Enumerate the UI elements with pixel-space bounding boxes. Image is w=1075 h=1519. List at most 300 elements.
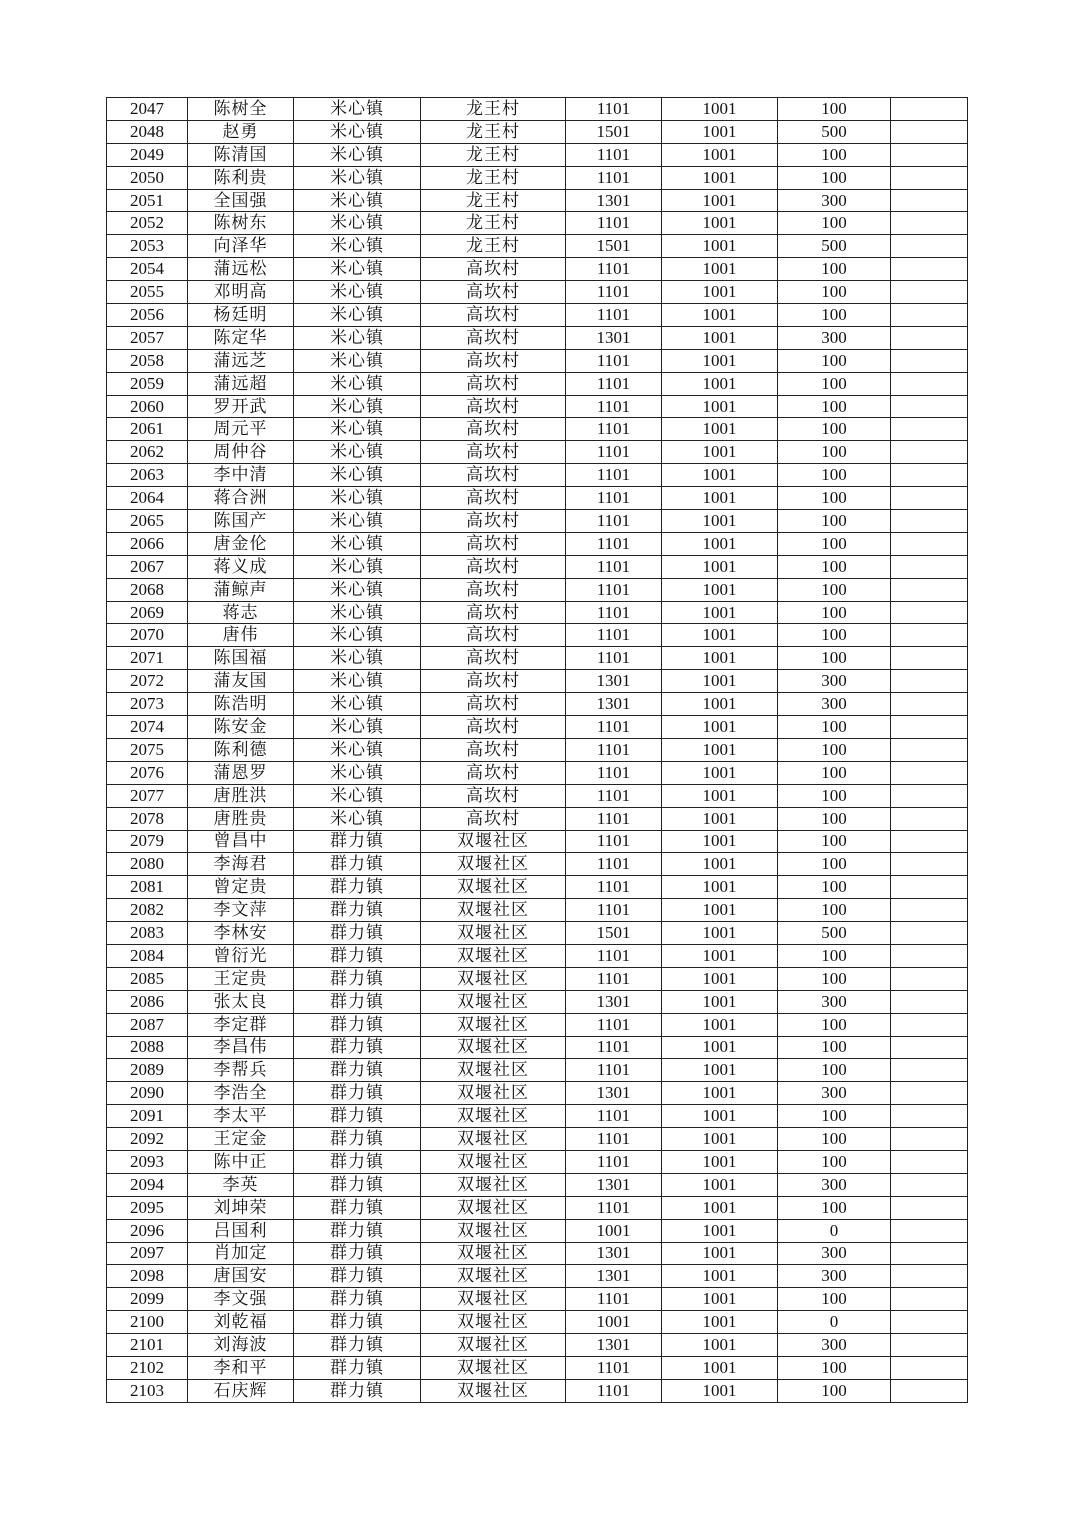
name-cell: 周仲谷 bbox=[188, 441, 294, 464]
note-cell bbox=[891, 944, 968, 967]
row-id-cell: 2067 bbox=[107, 555, 188, 578]
data-table bbox=[106, 97, 968, 1403]
code-b-cell: 1001 bbox=[662, 807, 778, 830]
row-id-cell: 2072 bbox=[107, 670, 188, 693]
town-cell: 群力镇 bbox=[294, 853, 421, 876]
row-id-cell: 2068 bbox=[107, 578, 188, 601]
name-cell: 向泽华 bbox=[188, 235, 294, 258]
amount-cell: 100 bbox=[778, 1013, 891, 1036]
code-b-cell: 1001 bbox=[662, 1105, 778, 1128]
amount-cell: 500 bbox=[778, 120, 891, 143]
table-row bbox=[107, 235, 968, 258]
code-b-cell: 1001 bbox=[662, 670, 778, 693]
town-cell: 米心镇 bbox=[294, 235, 421, 258]
table-row bbox=[107, 578, 968, 601]
table-row bbox=[107, 464, 968, 487]
code-a-cell: 1001 bbox=[566, 1219, 662, 1242]
village-cell: 龙王村 bbox=[421, 189, 566, 212]
name-cell: 蒲恩罗 bbox=[188, 761, 294, 784]
table-row bbox=[107, 876, 968, 899]
row-id-cell: 2063 bbox=[107, 464, 188, 487]
name-cell: 曾定贵 bbox=[188, 876, 294, 899]
town-cell: 群力镇 bbox=[294, 1265, 421, 1288]
amount-cell: 100 bbox=[778, 761, 891, 784]
code-b-cell: 1001 bbox=[662, 624, 778, 647]
town-cell: 米心镇 bbox=[294, 487, 421, 510]
code-b-cell: 1001 bbox=[662, 189, 778, 212]
amount-cell: 100 bbox=[778, 441, 891, 464]
amount-cell: 100 bbox=[778, 830, 891, 853]
amount-cell: 300 bbox=[778, 326, 891, 349]
code-b-cell: 1001 bbox=[662, 990, 778, 1013]
code-a-cell: 1501 bbox=[566, 922, 662, 945]
table-row bbox=[107, 258, 968, 281]
table-row bbox=[107, 1013, 968, 1036]
amount-cell: 100 bbox=[778, 464, 891, 487]
note-cell bbox=[891, 189, 968, 212]
table-row bbox=[107, 784, 968, 807]
note-cell bbox=[891, 1379, 968, 1402]
amount-cell: 500 bbox=[778, 922, 891, 945]
village-cell: 龙王村 bbox=[421, 98, 566, 121]
table-row bbox=[107, 716, 968, 739]
name-cell: 李浩全 bbox=[188, 1082, 294, 1105]
code-b-cell: 1001 bbox=[662, 967, 778, 990]
amount-cell: 100 bbox=[778, 1150, 891, 1173]
town-cell: 米心镇 bbox=[294, 738, 421, 761]
amount-cell: 100 bbox=[778, 944, 891, 967]
code-b-cell: 1001 bbox=[662, 1379, 778, 1402]
code-b-cell: 1001 bbox=[662, 1013, 778, 1036]
code-b-cell: 1001 bbox=[662, 441, 778, 464]
row-id-cell: 2078 bbox=[107, 807, 188, 830]
code-a-cell: 1101 bbox=[566, 441, 662, 464]
amount-cell: 100 bbox=[778, 487, 891, 510]
code-a-cell: 1101 bbox=[566, 372, 662, 395]
town-cell: 米心镇 bbox=[294, 395, 421, 418]
note-cell bbox=[891, 1219, 968, 1242]
village-cell: 双堰社区 bbox=[421, 1150, 566, 1173]
village-cell: 高坎村 bbox=[421, 349, 566, 372]
amount-cell: 100 bbox=[778, 281, 891, 304]
code-a-cell: 1301 bbox=[566, 1082, 662, 1105]
code-a-cell: 1101 bbox=[566, 830, 662, 853]
row-id-cell: 2098 bbox=[107, 1265, 188, 1288]
table-row bbox=[107, 1173, 968, 1196]
code-b-cell: 1001 bbox=[662, 1059, 778, 1082]
table-row bbox=[107, 761, 968, 784]
village-cell: 双堰社区 bbox=[421, 1173, 566, 1196]
town-cell: 群力镇 bbox=[294, 1128, 421, 1151]
village-cell: 双堰社区 bbox=[421, 1265, 566, 1288]
town-cell: 米心镇 bbox=[294, 555, 421, 578]
name-cell: 陈安金 bbox=[188, 716, 294, 739]
row-id-cell: 2080 bbox=[107, 853, 188, 876]
row-id-cell: 2099 bbox=[107, 1288, 188, 1311]
table-row bbox=[107, 418, 968, 441]
note-cell bbox=[891, 1036, 968, 1059]
code-a-cell: 1101 bbox=[566, 487, 662, 510]
table-row bbox=[107, 395, 968, 418]
code-a-cell: 1001 bbox=[566, 1311, 662, 1334]
town-cell: 米心镇 bbox=[294, 807, 421, 830]
village-cell: 双堰社区 bbox=[421, 899, 566, 922]
code-a-cell: 1501 bbox=[566, 120, 662, 143]
town-cell: 群力镇 bbox=[294, 967, 421, 990]
code-a-cell: 1101 bbox=[566, 349, 662, 372]
code-b-cell: 1001 bbox=[662, 784, 778, 807]
name-cell: 蒲远松 bbox=[188, 258, 294, 281]
row-id-cell: 2057 bbox=[107, 326, 188, 349]
code-b-cell: 1001 bbox=[662, 1265, 778, 1288]
note-cell bbox=[891, 853, 968, 876]
row-id-cell: 2052 bbox=[107, 212, 188, 235]
village-cell: 高坎村 bbox=[421, 624, 566, 647]
name-cell: 唐国安 bbox=[188, 1265, 294, 1288]
town-cell: 群力镇 bbox=[294, 1036, 421, 1059]
amount-cell: 300 bbox=[778, 990, 891, 1013]
table-row bbox=[107, 120, 968, 143]
table-row bbox=[107, 281, 968, 304]
note-cell bbox=[891, 601, 968, 624]
name-cell: 曾衍光 bbox=[188, 944, 294, 967]
note-cell bbox=[891, 693, 968, 716]
row-id-cell: 2069 bbox=[107, 601, 188, 624]
code-a-cell: 1101 bbox=[566, 510, 662, 533]
amount-cell: 100 bbox=[778, 532, 891, 555]
amount-cell: 100 bbox=[778, 166, 891, 189]
code-b-cell: 1001 bbox=[662, 1242, 778, 1265]
code-b-cell: 1001 bbox=[662, 258, 778, 281]
town-cell: 群力镇 bbox=[294, 1379, 421, 1402]
village-cell: 双堰社区 bbox=[421, 944, 566, 967]
row-id-cell: 2077 bbox=[107, 784, 188, 807]
town-cell: 米心镇 bbox=[294, 624, 421, 647]
name-cell: 唐胜洪 bbox=[188, 784, 294, 807]
note-cell bbox=[891, 1013, 968, 1036]
note-cell bbox=[891, 532, 968, 555]
row-id-cell: 2095 bbox=[107, 1196, 188, 1219]
code-b-cell: 1001 bbox=[662, 166, 778, 189]
code-b-cell: 1001 bbox=[662, 1196, 778, 1219]
code-a-cell: 1101 bbox=[566, 1036, 662, 1059]
row-id-cell: 2047 bbox=[107, 98, 188, 121]
town-cell: 米心镇 bbox=[294, 418, 421, 441]
name-cell: 张太良 bbox=[188, 990, 294, 1013]
town-cell: 群力镇 bbox=[294, 1219, 421, 1242]
code-a-cell: 1101 bbox=[566, 967, 662, 990]
amount-cell: 100 bbox=[778, 418, 891, 441]
note-cell bbox=[891, 98, 968, 121]
name-cell: 陈清国 bbox=[188, 143, 294, 166]
code-b-cell: 1001 bbox=[662, 578, 778, 601]
code-a-cell: 1301 bbox=[566, 1334, 662, 1357]
name-cell: 李林安 bbox=[188, 922, 294, 945]
row-id-cell: 2073 bbox=[107, 693, 188, 716]
name-cell: 李昌伟 bbox=[188, 1036, 294, 1059]
amount-cell: 100 bbox=[778, 304, 891, 327]
town-cell: 群力镇 bbox=[294, 922, 421, 945]
code-a-cell: 1101 bbox=[566, 555, 662, 578]
row-id-cell: 2059 bbox=[107, 372, 188, 395]
table-row bbox=[107, 944, 968, 967]
town-cell: 群力镇 bbox=[294, 1311, 421, 1334]
name-cell: 李帮兵 bbox=[188, 1059, 294, 1082]
row-id-cell: 2065 bbox=[107, 510, 188, 533]
code-a-cell: 1101 bbox=[566, 1013, 662, 1036]
amount-cell: 100 bbox=[778, 1379, 891, 1402]
code-b-cell: 1001 bbox=[662, 830, 778, 853]
code-b-cell: 1001 bbox=[662, 281, 778, 304]
note-cell bbox=[891, 395, 968, 418]
amount-cell: 300 bbox=[778, 1265, 891, 1288]
table-row bbox=[107, 990, 968, 1013]
town-cell: 群力镇 bbox=[294, 1013, 421, 1036]
name-cell: 唐胜贵 bbox=[188, 807, 294, 830]
table-row bbox=[107, 143, 968, 166]
town-cell: 群力镇 bbox=[294, 1356, 421, 1379]
amount-cell: 0 bbox=[778, 1311, 891, 1334]
table-row bbox=[107, 212, 968, 235]
town-cell: 群力镇 bbox=[294, 1196, 421, 1219]
town-cell: 米心镇 bbox=[294, 693, 421, 716]
code-a-cell: 1301 bbox=[566, 326, 662, 349]
amount-cell: 100 bbox=[778, 212, 891, 235]
row-id-cell: 2074 bbox=[107, 716, 188, 739]
code-a-cell: 1301 bbox=[566, 1265, 662, 1288]
code-b-cell: 1001 bbox=[662, 532, 778, 555]
town-cell: 群力镇 bbox=[294, 830, 421, 853]
code-a-cell: 1101 bbox=[566, 738, 662, 761]
code-b-cell: 1001 bbox=[662, 326, 778, 349]
code-b-cell: 1001 bbox=[662, 716, 778, 739]
row-id-cell: 2083 bbox=[107, 922, 188, 945]
town-cell: 群力镇 bbox=[294, 1059, 421, 1082]
row-id-cell: 2056 bbox=[107, 304, 188, 327]
table-row bbox=[107, 693, 968, 716]
name-cell: 李太平 bbox=[188, 1105, 294, 1128]
amount-cell: 100 bbox=[778, 716, 891, 739]
note-cell bbox=[891, 487, 968, 510]
code-a-cell: 1101 bbox=[566, 716, 662, 739]
code-a-cell: 1101 bbox=[566, 899, 662, 922]
village-cell: 龙王村 bbox=[421, 166, 566, 189]
amount-cell: 100 bbox=[778, 967, 891, 990]
town-cell: 群力镇 bbox=[294, 1173, 421, 1196]
code-a-cell: 1301 bbox=[566, 1173, 662, 1196]
code-b-cell: 1001 bbox=[662, 899, 778, 922]
code-b-cell: 1001 bbox=[662, 1128, 778, 1151]
table-row bbox=[107, 189, 968, 212]
note-cell bbox=[891, 922, 968, 945]
village-cell: 高坎村 bbox=[421, 464, 566, 487]
name-cell: 刘海波 bbox=[188, 1334, 294, 1357]
village-cell: 高坎村 bbox=[421, 738, 566, 761]
row-id-cell: 2079 bbox=[107, 830, 188, 853]
town-cell: 群力镇 bbox=[294, 899, 421, 922]
table-row bbox=[107, 1105, 968, 1128]
amount-cell: 100 bbox=[778, 555, 891, 578]
note-cell bbox=[891, 670, 968, 693]
row-id-cell: 2092 bbox=[107, 1128, 188, 1151]
row-id-cell: 2093 bbox=[107, 1150, 188, 1173]
note-cell bbox=[891, 990, 968, 1013]
code-a-cell: 1301 bbox=[566, 693, 662, 716]
name-cell: 唐金伦 bbox=[188, 532, 294, 555]
name-cell: 王定贵 bbox=[188, 967, 294, 990]
name-cell: 石庆辉 bbox=[188, 1379, 294, 1402]
table-row bbox=[107, 830, 968, 853]
note-cell bbox=[891, 647, 968, 670]
row-id-cell: 2085 bbox=[107, 967, 188, 990]
note-cell bbox=[891, 1128, 968, 1151]
note-cell bbox=[891, 1311, 968, 1334]
code-a-cell: 1101 bbox=[566, 578, 662, 601]
code-b-cell: 1001 bbox=[662, 372, 778, 395]
code-a-cell: 1101 bbox=[566, 1150, 662, 1173]
code-b-cell: 1001 bbox=[662, 555, 778, 578]
village-cell: 高坎村 bbox=[421, 807, 566, 830]
note-cell bbox=[891, 372, 968, 395]
village-cell: 高坎村 bbox=[421, 601, 566, 624]
table-row bbox=[107, 1379, 968, 1402]
code-b-cell: 1001 bbox=[662, 1311, 778, 1334]
code-b-cell: 1001 bbox=[662, 1334, 778, 1357]
code-a-cell: 1101 bbox=[566, 258, 662, 281]
note-cell bbox=[891, 716, 968, 739]
amount-cell: 100 bbox=[778, 98, 891, 121]
code-a-cell: 1301 bbox=[566, 670, 662, 693]
row-id-cell: 2091 bbox=[107, 1105, 188, 1128]
code-a-cell: 1101 bbox=[566, 876, 662, 899]
row-id-cell: 2076 bbox=[107, 761, 188, 784]
village-cell: 双堰社区 bbox=[421, 922, 566, 945]
note-cell bbox=[891, 1150, 968, 1173]
village-cell: 双堰社区 bbox=[421, 1242, 566, 1265]
code-b-cell: 1001 bbox=[662, 738, 778, 761]
table-row bbox=[107, 807, 968, 830]
code-b-cell: 1001 bbox=[662, 1150, 778, 1173]
town-cell: 米心镇 bbox=[294, 441, 421, 464]
amount-cell: 100 bbox=[778, 647, 891, 670]
row-id-cell: 2061 bbox=[107, 418, 188, 441]
code-b-cell: 1001 bbox=[662, 143, 778, 166]
table-body bbox=[107, 98, 968, 1403]
code-b-cell: 1001 bbox=[662, 235, 778, 258]
code-a-cell: 1101 bbox=[566, 1379, 662, 1402]
note-cell bbox=[891, 1356, 968, 1379]
name-cell: 陈国福 bbox=[188, 647, 294, 670]
note-cell bbox=[891, 555, 968, 578]
row-id-cell: 2089 bbox=[107, 1059, 188, 1082]
village-cell: 高坎村 bbox=[421, 281, 566, 304]
town-cell: 米心镇 bbox=[294, 647, 421, 670]
note-cell bbox=[891, 1242, 968, 1265]
row-id-cell: 2102 bbox=[107, 1356, 188, 1379]
row-id-cell: 2097 bbox=[107, 1242, 188, 1265]
row-id-cell: 2071 bbox=[107, 647, 188, 670]
village-cell: 双堰社区 bbox=[421, 853, 566, 876]
row-id-cell: 2096 bbox=[107, 1219, 188, 1242]
table-row bbox=[107, 510, 968, 533]
row-id-cell: 2082 bbox=[107, 899, 188, 922]
note-cell bbox=[891, 761, 968, 784]
name-cell: 全国强 bbox=[188, 189, 294, 212]
table-row bbox=[107, 1059, 968, 1082]
name-cell: 陈利贵 bbox=[188, 166, 294, 189]
village-cell: 高坎村 bbox=[421, 532, 566, 555]
name-cell: 陈浩明 bbox=[188, 693, 294, 716]
amount-cell: 100 bbox=[778, 784, 891, 807]
town-cell: 米心镇 bbox=[294, 189, 421, 212]
code-a-cell: 1101 bbox=[566, 784, 662, 807]
amount-cell: 100 bbox=[778, 1196, 891, 1219]
note-cell bbox=[891, 624, 968, 647]
row-id-cell: 2086 bbox=[107, 990, 188, 1013]
note-cell bbox=[891, 1059, 968, 1082]
amount-cell: 100 bbox=[778, 258, 891, 281]
village-cell: 高坎村 bbox=[421, 304, 566, 327]
note-cell bbox=[891, 418, 968, 441]
code-b-cell: 1001 bbox=[662, 693, 778, 716]
note-cell bbox=[891, 1288, 968, 1311]
code-a-cell: 1101 bbox=[566, 807, 662, 830]
code-a-cell: 1101 bbox=[566, 1356, 662, 1379]
amount-cell: 100 bbox=[778, 143, 891, 166]
table-row bbox=[107, 922, 968, 945]
town-cell: 米心镇 bbox=[294, 510, 421, 533]
name-cell: 陈利德 bbox=[188, 738, 294, 761]
note-cell bbox=[891, 578, 968, 601]
code-a-cell: 1101 bbox=[566, 532, 662, 555]
name-cell: 蒲远超 bbox=[188, 372, 294, 395]
code-b-cell: 1001 bbox=[662, 464, 778, 487]
note-cell bbox=[891, 235, 968, 258]
village-cell: 双堰社区 bbox=[421, 1128, 566, 1151]
code-a-cell: 1101 bbox=[566, 647, 662, 670]
village-cell: 双堰社区 bbox=[421, 1013, 566, 1036]
name-cell: 陈定华 bbox=[188, 326, 294, 349]
town-cell: 群力镇 bbox=[294, 1150, 421, 1173]
code-a-cell: 1501 bbox=[566, 235, 662, 258]
code-b-cell: 1001 bbox=[662, 1356, 778, 1379]
town-cell: 米心镇 bbox=[294, 464, 421, 487]
amount-cell: 100 bbox=[778, 1105, 891, 1128]
town-cell: 米心镇 bbox=[294, 761, 421, 784]
table-row bbox=[107, 1242, 968, 1265]
row-id-cell: 2081 bbox=[107, 876, 188, 899]
code-a-cell: 1101 bbox=[566, 143, 662, 166]
amount-cell: 500 bbox=[778, 235, 891, 258]
village-cell: 高坎村 bbox=[421, 258, 566, 281]
amount-cell: 300 bbox=[778, 670, 891, 693]
name-cell: 李定群 bbox=[188, 1013, 294, 1036]
code-b-cell: 1001 bbox=[662, 98, 778, 121]
code-a-cell: 1101 bbox=[566, 1059, 662, 1082]
town-cell: 米心镇 bbox=[294, 304, 421, 327]
note-cell bbox=[891, 304, 968, 327]
name-cell: 陈国产 bbox=[188, 510, 294, 533]
name-cell: 蒲远芝 bbox=[188, 349, 294, 372]
row-id-cell: 2075 bbox=[107, 738, 188, 761]
name-cell: 蒋义成 bbox=[188, 555, 294, 578]
amount-cell: 100 bbox=[778, 853, 891, 876]
row-id-cell: 2062 bbox=[107, 441, 188, 464]
table-row bbox=[107, 601, 968, 624]
name-cell: 唐伟 bbox=[188, 624, 294, 647]
code-b-cell: 1001 bbox=[662, 395, 778, 418]
row-id-cell: 2087 bbox=[107, 1013, 188, 1036]
